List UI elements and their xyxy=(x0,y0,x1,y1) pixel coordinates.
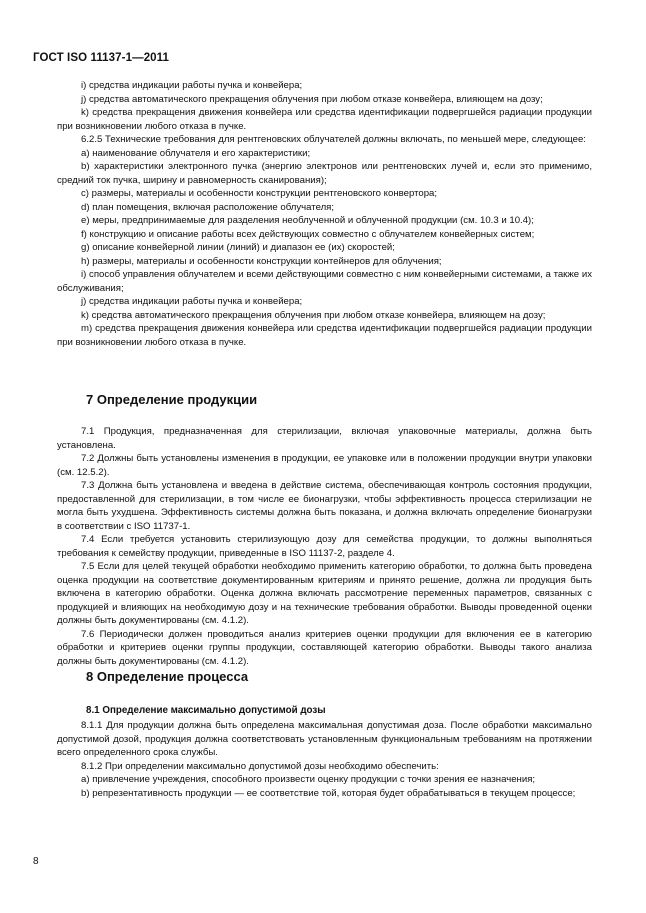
list-item-k2: k) средства автоматического прекращения облучения при любом отказе конвейера, влияющем на дозу; xyxy=(81,309,546,321)
list-item-b: b) характеристики электронного пучка (энергию электронов или рентгеновских лучей и, если это применимо, средний ток пучка, ширину и равномерность сканирования); xyxy=(57,161,592,186)
clause-8-1-1: 8.1.1 Для продукции должна быть определена максимальная допустимая доза. После обработки максимально допустимой дозой, продукция должна соответствовать установленным функциональным требованиям на протяжении всего определенного срока службы. xyxy=(57,720,592,758)
list-item-j2: j) средства индикации работы пучка и конвейера; xyxy=(81,296,303,307)
clause-7-1: 7.1 Продукция, предназначенная для стерилизации, включая упаковочные материалы, должна быть установлена. xyxy=(57,426,592,451)
section-7-title: 7 Определение продукции xyxy=(86,392,258,407)
subsection-8-1-title: 8.1 Определение максимально допустимой дозы xyxy=(86,705,326,716)
list-item-8b: b) репрезентативность продукции — ее соответствие той, которая будет обрабатываться в текущем процессе; xyxy=(81,787,576,799)
clause-7-5: 7.5 Если для целей текущей обработки необходимо применить категорию обработки, то должна быть проведена оценка продукции на соответствие документированным критериям и принято решение, должна ли продукция быть включена в категорию обработки. Оценка должна включать рассмотрение переменных параметров, связанных с продукцией и влияющих на необходимую дозу и на технические требования обработки. Выводы проведенной оценки должны быть документированы (см. 4.1.2). xyxy=(57,561,592,626)
clause-7-6: 7.6 Периодически должен проводиться анализ критериев оценки продукции для включения ее в категорию обработки и критериев оценки группы продукции, составляющей категорию обработки. Выводы такого анализа должны быть документированы (см. 4.1.2). xyxy=(57,628,592,667)
list-item-c: c) размеры, материалы и особенности конструкции рентгеновского конвертора; xyxy=(81,188,438,199)
list-item-f: f) конструкцию и описание работы всех действующих совместно с облучателем конвейерных систем; xyxy=(81,228,535,240)
list-item-d: d) план помещения, включая расположение облучателя; xyxy=(81,201,335,213)
clause-7-3: 7.3 Должна быть установлена и введена в действие система, обеспечивающая контроль состояния продукции, предоставленной для стерилизации, в том числе ее бионагрузки, чтобы эффективность процесса стерилизации не могла быть ухудшена. Эффективность системы должна быть показана, и должна включать определение бионагрузки в соответствии с ISO 11737-1. xyxy=(57,480,592,532)
list-item-i2: i) способ управления облучателем и всеми действующими совместно с ним конвейерными системами, а также их обслуживания; xyxy=(57,269,592,294)
list-item-j: j) средства автоматического прекращения облучения при любом отказе конвейера, влияющем на дозу; xyxy=(81,93,543,105)
section-7-body xyxy=(57,425,592,668)
section-6-continuation xyxy=(57,79,592,349)
clause-6-2-5: 6.2.5 Технические требования для рентгеновских облучателей должны включать, по меньшей мере, следующее: xyxy=(81,134,586,145)
list-item-g: g) описание конвейерной линии (линий) и диапазон ее (их) скоростей; xyxy=(81,242,395,253)
clause-8-1-2: 8.1.2 При определении максимально допустимой дозы необходимо обеспечить: xyxy=(81,760,439,772)
list-item-8a: a) привлечение учреждения, способного произвести оценку продукции с точки зрения ее назначения; xyxy=(81,774,536,785)
list-item-h: h) размеры, материалы и особенности конструкции контейнеров для облучения; xyxy=(81,255,442,267)
clause-7-4: 7.4 Если требуется установить стерилизующую дозу для семейства продукции, то должны выполняться требования к семейству продукции, приведенные в ISO 11137-2, разделе 4. xyxy=(57,534,592,559)
section-8-body xyxy=(57,719,592,800)
list-item-i: i) средства индикации работы пучка и конвейера; xyxy=(81,80,303,91)
list-item-m: m) средства прекращения движения конвейера или средства идентификации подвергшейся радиации продукции при возникновении любого отказа в пучке. xyxy=(57,323,592,348)
document-header: ГОСТ ISO 11137-1—2011 xyxy=(33,52,170,64)
list-item-a: a) наименование облучателя и его характеристики; xyxy=(81,147,311,159)
section-8-title: 8 Определение процесса xyxy=(86,669,249,684)
list-item-k: k) средства прекращения движения конвейера или средства идентификации подвергшейся радиации продукции при возникновении любого отказа в пучке. xyxy=(57,107,592,132)
page-number: 8 xyxy=(33,856,39,867)
list-item-e: e) меры, предпринимаемые для разделения необлученной и облученной продукции (см. 10.3 и 10.4); xyxy=(81,215,534,226)
clause-7-2: 7.2 Должны быть установлены изменения в продукции, ее упаковке или в положении продукции внутри упаковки (см. 12.5.2). xyxy=(57,453,592,478)
